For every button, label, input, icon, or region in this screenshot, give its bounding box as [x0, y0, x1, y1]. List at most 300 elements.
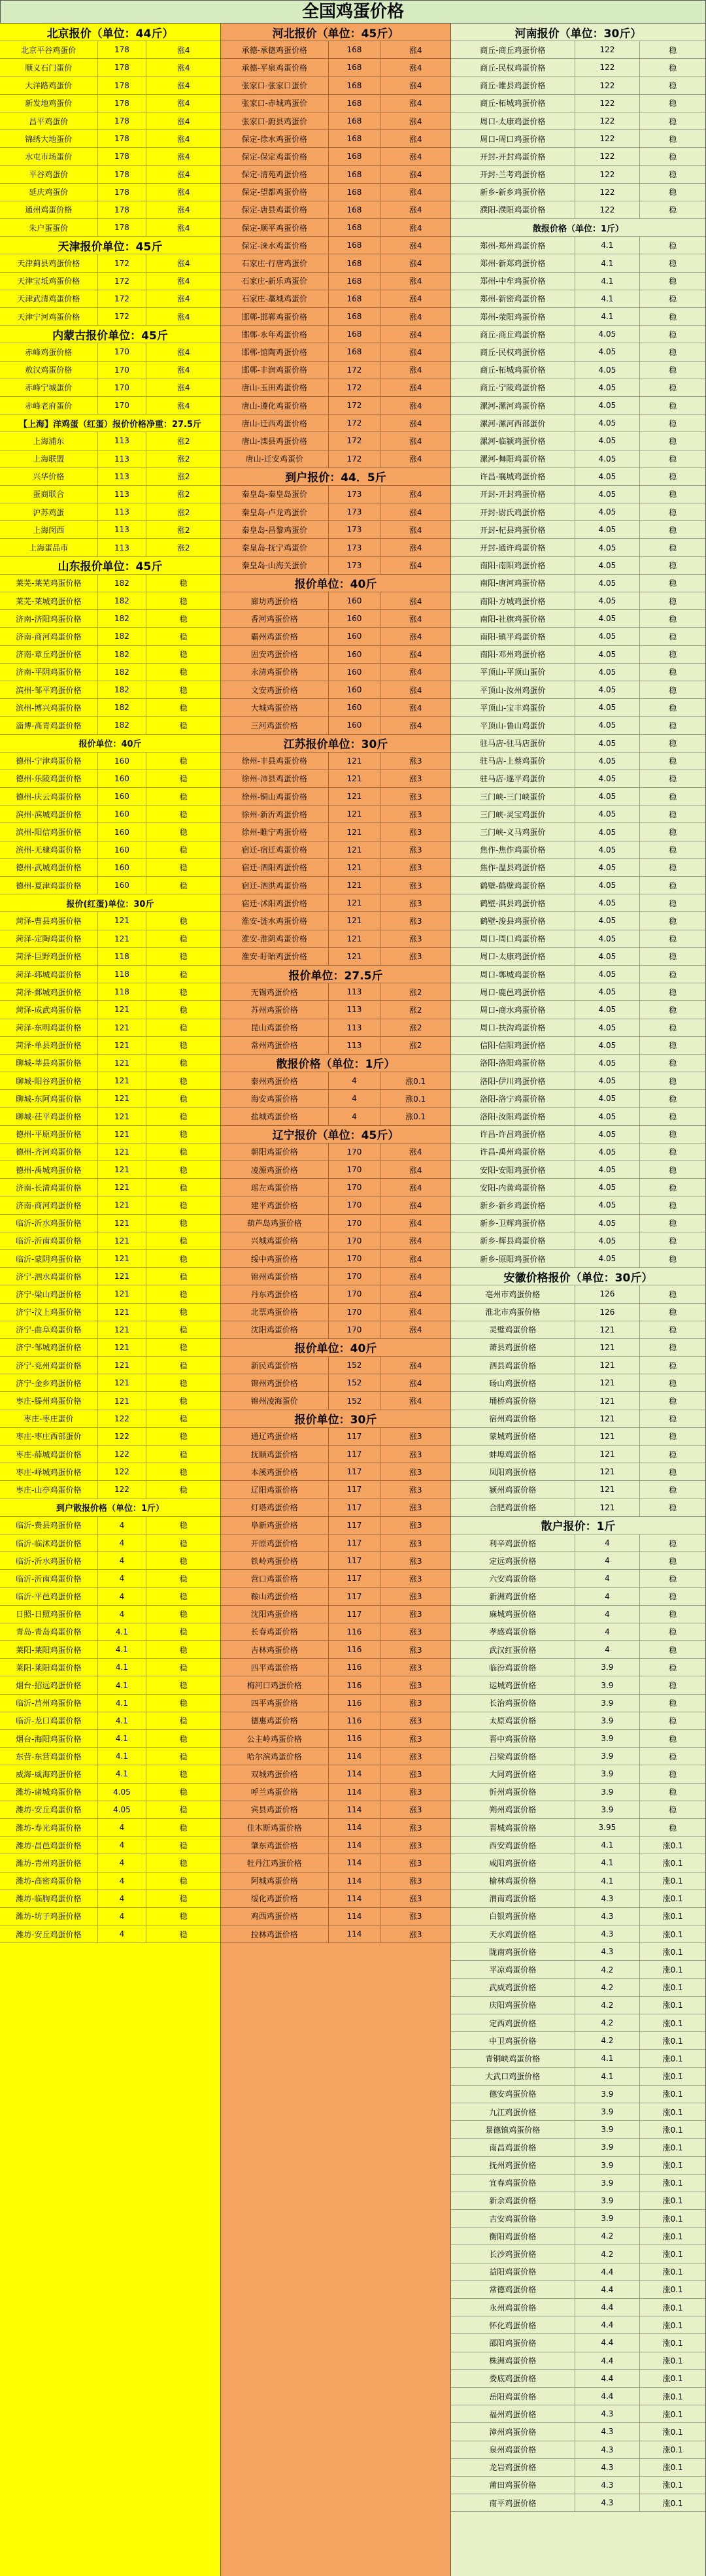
price-value: 4.2 [575, 1961, 641, 1978]
price-value: 178 [98, 166, 147, 184]
price-change: 稳 [640, 1392, 705, 1410]
price-change: 稳 [146, 805, 220, 823]
market-name: 天水鸡蛋价格 [451, 1925, 575, 1943]
market-name: 大武口鸡蛋价格 [451, 2068, 575, 2086]
price-value: 121 [575, 1357, 641, 1374]
price-row [0, 664, 220, 681]
price-row [451, 1374, 705, 1392]
market-name: 商丘-睢县鸡蛋价格 [451, 77, 575, 95]
price-row [0, 1037, 220, 1055]
price-value: 168 [329, 41, 381, 59]
price-change: 涨4 [380, 628, 450, 645]
price-change: 涨0.1 [640, 2157, 705, 2175]
market-name: 保定-保定鸡蛋价格 [221, 148, 329, 165]
market-name: 保定-涞水鸡蛋价格 [221, 237, 329, 254]
price-value: 160 [329, 628, 381, 645]
price-change: 稳 [640, 308, 705, 326]
price-column-central [451, 24, 706, 2576]
price-row [0, 148, 220, 165]
price-row [451, 2210, 705, 2228]
price-value: 4.05 [575, 1250, 641, 1268]
market-name: 上海蛋品市 [0, 539, 98, 556]
price-value: 121 [98, 1001, 147, 1019]
price-row [451, 1943, 705, 1961]
market-name: 无锡鸡蛋价格 [221, 983, 329, 1001]
price-change: 稳 [640, 326, 705, 343]
price-value: 121 [98, 1268, 147, 1285]
market-name: 潍坊-坊子鸡蛋价格 [0, 1908, 98, 1925]
section-header: 山东报价单位：45斤 [0, 557, 220, 575]
price-change: 涨4 [146, 343, 220, 361]
price-change: 涨4 [146, 130, 220, 148]
market-name: 徐州-沛县鸡蛋价格 [221, 770, 329, 788]
price-change: 稳 [146, 1250, 220, 1268]
price-value: 4.05 [575, 859, 641, 877]
price-row [451, 539, 705, 556]
price-row [221, 503, 450, 521]
market-name: 济南-章丘鸡蛋价格 [0, 646, 98, 664]
market-name: 锦绣大地蛋价 [0, 130, 98, 148]
market-name: 北票鸡蛋价格 [221, 1304, 329, 1321]
price-value: 172 [329, 362, 381, 379]
price-change: 涨3 [380, 1517, 450, 1534]
market-name: 临沂-费县鸡蛋价格 [0, 1517, 98, 1534]
price-row [451, 664, 705, 681]
price-value: 170 [329, 1232, 381, 1250]
price-row [0, 788, 220, 805]
price-value: 4.05 [575, 948, 641, 966]
price-value: 4.3 [575, 1925, 641, 1943]
market-name: 榆林鸡蛋价格 [451, 1873, 575, 1890]
market-name: 忻州鸡蛋价格 [451, 1784, 575, 1801]
price-row [451, 681, 705, 699]
price-value: 4.2 [575, 2032, 641, 2050]
price-change: 涨4 [380, 646, 450, 664]
price-change: 稳 [146, 1552, 220, 1570]
price-change: 涨0.1 [640, 2032, 705, 2050]
market-name: 宜春鸡蛋价格 [451, 2175, 575, 2192]
market-name: 赤峰老府蛋价 [0, 397, 98, 415]
price-row [0, 841, 220, 859]
price-value: 170 [329, 1304, 381, 1321]
price-row [221, 1144, 450, 1161]
price-change: 稳 [146, 1659, 220, 1676]
price-value: 4.3 [575, 1943, 641, 1961]
market-name: 枣庄-山亭鸡蛋价格 [0, 1481, 98, 1499]
price-row [451, 912, 705, 930]
price-row [451, 2014, 705, 2032]
price-row [451, 1072, 705, 1090]
price-value: 172 [329, 432, 381, 450]
price-change: 稳 [146, 1304, 220, 1321]
price-row [0, 1890, 220, 1908]
section-header: 到户散报价格（单位：1斤） [0, 1499, 220, 1517]
price-value: 114 [329, 1784, 381, 1801]
price-value: 3.9 [575, 1730, 641, 1748]
price-row [451, 130, 705, 148]
price-change: 稳 [146, 1730, 220, 1748]
market-name: 济宁-梁山鸡蛋价格 [0, 1285, 98, 1303]
price-change: 涨3 [380, 1837, 450, 1854]
price-row [0, 1463, 220, 1481]
market-name: 安阳-安阳鸡蛋价格 [451, 1161, 575, 1179]
price-change: 涨4 [146, 290, 220, 308]
price-change: 涨3 [380, 930, 450, 948]
price-change: 涨4 [380, 343, 450, 361]
price-change: 稳 [640, 1072, 705, 1090]
price-row [0, 362, 220, 379]
market-name: 开封-杞县鸡蛋价格 [451, 521, 575, 539]
price-change: 涨0.1 [640, 1925, 705, 1943]
price-value: 172 [329, 379, 381, 397]
price-row [0, 681, 220, 699]
price-row [221, 59, 450, 76]
price-change: 涨3 [380, 1854, 450, 1872]
price-row [221, 1712, 450, 1730]
market-name: 潍坊-昌邑鸡蛋价格 [0, 1837, 98, 1854]
price-row [221, 1623, 450, 1641]
price-row [221, 717, 450, 734]
price-value: 168 [329, 326, 381, 343]
price-change: 涨3 [380, 1676, 450, 1694]
price-change: 涨3 [380, 1730, 450, 1748]
section-header: 到户报价：44．5斤 [221, 468, 450, 486]
market-name: 香河鸡蛋价格 [221, 610, 329, 628]
price-value: 4.1 [98, 1712, 147, 1730]
price-value: 4 [98, 1570, 147, 1587]
price-row [451, 770, 705, 788]
price-row [451, 646, 705, 664]
price-value: 173 [329, 503, 381, 521]
price-row [0, 166, 220, 184]
price-row [0, 59, 220, 76]
price-value: 4.05 [575, 1055, 641, 1072]
price-row [451, 95, 705, 112]
price-row [451, 468, 705, 486]
price-change: 涨2 [146, 468, 220, 486]
price-value: 4.4 [575, 2334, 641, 2352]
price-row [221, 770, 450, 788]
price-change: 稳 [640, 77, 705, 95]
price-value: 4.1 [98, 1765, 147, 1783]
price-row [0, 1215, 220, 1232]
price-row [451, 2352, 705, 2370]
price-change: 稳 [146, 1517, 220, 1534]
price-change: 稳 [146, 610, 220, 628]
price-row [0, 983, 220, 1001]
price-row [0, 628, 220, 645]
price-change: 涨4 [380, 503, 450, 521]
price-value: 121 [329, 770, 381, 788]
price-change: 涨2 [380, 1019, 450, 1037]
price-change: 涨0.1 [640, 1997, 705, 2014]
price-row [221, 557, 450, 575]
market-name: 南阳-唐河鸡蛋价格 [451, 575, 575, 592]
price-change: 稳 [640, 41, 705, 59]
price-change: 涨2 [380, 983, 450, 1001]
market-name: 淮安-淮阴鸡蛋价格 [221, 930, 329, 948]
price-change: 稳 [640, 1623, 705, 1641]
price-value: 4.1 [575, 1837, 641, 1854]
price-change: 稳 [640, 1126, 705, 1144]
price-change: 稳 [640, 1357, 705, 1374]
price-value: 173 [329, 521, 381, 539]
price-value: 121 [329, 788, 381, 805]
price-change: 稳 [146, 1837, 220, 1854]
price-row [221, 486, 450, 503]
price-value: 3.9 [575, 1765, 641, 1783]
price-row [451, 2103, 705, 2121]
price-row [451, 859, 705, 877]
price-change: 稳 [640, 1819, 705, 1837]
price-row [451, 1890, 705, 1908]
price-row [221, 1304, 450, 1321]
price-row [451, 948, 705, 966]
market-name: 临沂-平邑鸡蛋价格 [0, 1588, 98, 1606]
price-row [451, 1055, 705, 1072]
price-value: 4.1 [575, 254, 641, 272]
price-change: 涨4 [380, 148, 450, 165]
price-value: 170 [98, 343, 147, 361]
price-value: 4.3 [575, 2423, 641, 2441]
price-row [451, 2157, 705, 2175]
price-change: 涨0.1 [640, 2121, 705, 2139]
price-row [451, 1676, 705, 1694]
market-name: 永州鸡蛋价格 [451, 2299, 575, 2316]
price-row [451, 254, 705, 272]
market-name: 三河鸡蛋价格 [221, 717, 329, 734]
price-change: 稳 [146, 1374, 220, 1392]
market-name: 唐山-滦县鸡蛋价格 [221, 432, 329, 450]
price-value: 121 [575, 1339, 641, 1357]
market-name: 济南-商河鸡蛋价格 [0, 1196, 98, 1214]
price-value: 4.1 [98, 1695, 147, 1712]
market-name: 锦州鸡蛋价格 [221, 1268, 329, 1285]
price-value: 121 [98, 1055, 147, 1072]
price-change: 稳 [146, 1765, 220, 1783]
market-name: 石家庄-行唐鸡蛋价 [221, 254, 329, 272]
market-name: 周口-鹿邑鸡蛋价格 [451, 983, 575, 1001]
price-value: 4.05 [575, 912, 641, 930]
price-row [451, 930, 705, 948]
market-name: 张家口-张家口蛋价 [221, 77, 329, 95]
price-value: 4.05 [575, 628, 641, 645]
price-value: 121 [329, 859, 381, 877]
price-change: 稳 [640, 290, 705, 308]
market-name: 霸州鸡蛋价格 [221, 628, 329, 645]
price-value: 4.05 [575, 415, 641, 432]
price-value: 4.05 [575, 664, 641, 681]
price-row [221, 432, 450, 450]
market-name: 水屯市场蛋价 [0, 148, 98, 165]
price-value: 4.05 [575, 930, 641, 948]
price-change: 涨3 [380, 1765, 450, 1783]
price-row [451, 59, 705, 76]
price-value: 4.05 [575, 1161, 641, 1179]
price-value: 4 [575, 1552, 641, 1570]
price-change: 涨4 [146, 219, 220, 237]
market-name: 济宁-汶上鸡蛋价格 [0, 1304, 98, 1321]
price-value: 3.9 [575, 1748, 641, 1765]
price-column-northeast [221, 24, 451, 2576]
price-value: 117 [329, 1517, 381, 1534]
market-name: 济南-平阴鸡蛋价格 [0, 664, 98, 681]
price-change: 涨3 [380, 1748, 450, 1765]
market-name: 秦皇岛-山海关蛋价 [221, 557, 329, 575]
price-value: 178 [98, 77, 147, 95]
price-row [451, 823, 705, 841]
market-name: 菏泽-定陶鸡蛋价格 [0, 930, 98, 948]
price-row [0, 1481, 220, 1499]
price-value: 168 [329, 112, 381, 130]
market-name: 衡阳鸡蛋价格 [451, 2228, 575, 2245]
price-value: 4 [329, 1072, 381, 1090]
market-name: 上海浦东 [0, 432, 98, 450]
price-change: 稳 [640, 859, 705, 877]
price-row [221, 1854, 450, 1872]
price-value: 121 [575, 1481, 641, 1499]
price-change: 稳 [640, 1304, 705, 1321]
price-change: 稳 [640, 592, 705, 610]
market-name: 南昌鸡蛋价格 [451, 2139, 575, 2156]
market-name: 洛阳-洛阳鸡蛋价格 [451, 1055, 575, 1072]
price-change: 稳 [146, 1392, 220, 1410]
market-name: 承德-承德鸡蛋价格 [221, 41, 329, 59]
market-name: 株洲鸡蛋价格 [451, 2352, 575, 2370]
price-row [451, 1819, 705, 1837]
price-change: 稳 [640, 362, 705, 379]
price-value: 117 [329, 1606, 381, 1623]
price-row [451, 1463, 705, 1481]
price-value: 4 [98, 1890, 147, 1908]
price-value: 3.9 [575, 1712, 641, 1730]
price-value: 160 [98, 859, 147, 877]
market-name: 徐州-新沂鸡蛋价格 [221, 805, 329, 823]
market-name: 菏泽-东明鸡蛋价格 [0, 1019, 98, 1037]
price-change: 涨4 [380, 95, 450, 112]
price-row [0, 717, 220, 734]
market-name: 长春鸡蛋价格 [221, 1623, 329, 1641]
market-name: 南阳-邓州鸡蛋价格 [451, 646, 575, 664]
market-name: 漯河-临颍鸡蛋价格 [451, 432, 575, 450]
price-row [0, 432, 220, 450]
price-change: 涨4 [380, 290, 450, 308]
price-value: 113 [98, 432, 147, 450]
price-value: 4.4 [575, 2352, 641, 2370]
price-change: 涨4 [380, 521, 450, 539]
price-change: 稳 [146, 1623, 220, 1641]
market-name: 佳木斯鸡蛋价格 [221, 1819, 329, 1837]
price-row [221, 983, 450, 1001]
price-value: 121 [329, 753, 381, 770]
market-name: 朱户蛋蛋价 [0, 219, 98, 237]
market-name: 洛阳-伊川鸡蛋价格 [451, 1072, 575, 1090]
market-name: 三门峡-义马鸡蛋价 [451, 823, 575, 841]
price-row [221, 1695, 450, 1712]
price-value: 121 [575, 1428, 641, 1446]
price-change: 涨0.1 [640, 2459, 705, 2477]
price-change: 涨3 [380, 1801, 450, 1819]
price-change: 涨3 [380, 788, 450, 805]
price-value: 160 [329, 699, 381, 717]
price-row [221, 1517, 450, 1534]
price-change: 稳 [640, 894, 705, 912]
price-row [0, 1606, 220, 1623]
price-row [221, 219, 450, 237]
market-name: 唐山-迁西鸡蛋价格 [221, 415, 329, 432]
price-change: 涨4 [380, 273, 450, 290]
price-change: 稳 [146, 1695, 220, 1712]
price-change: 涨0.1 [640, 1908, 705, 1925]
price-row [451, 1250, 705, 1268]
price-value: 122 [98, 1410, 147, 1428]
price-row [0, 254, 220, 272]
price-row [451, 1552, 705, 1570]
price-row [0, 753, 220, 770]
price-row [221, 646, 450, 664]
price-row [451, 983, 705, 1001]
price-row [451, 2086, 705, 2103]
market-name: 郑州-郑州鸡蛋价格 [451, 237, 575, 254]
price-change: 涨4 [380, 1304, 450, 1321]
price-value: 170 [329, 1161, 381, 1179]
price-value: 172 [98, 308, 147, 326]
price-row [451, 877, 705, 894]
price-row [451, 2441, 705, 2459]
price-row [0, 859, 220, 877]
market-name: 南阳-方城鸡蛋价格 [451, 592, 575, 610]
price-value: 121 [575, 1410, 641, 1428]
price-value: 4.4 [575, 2316, 641, 2334]
price-change: 涨0.1 [640, 2050, 705, 2067]
price-row [451, 1925, 705, 1943]
market-name: 福州鸡蛋价格 [451, 2405, 575, 2423]
market-name: 唐山-迁安鸡蛋价 [221, 450, 329, 468]
price-row [221, 1463, 450, 1481]
market-name: 莱芜-莱芜鸡蛋价格 [0, 575, 98, 592]
market-name: 沈阳鸡蛋价格 [221, 1606, 329, 1623]
price-value: 122 [575, 41, 641, 59]
market-name: 宿州鸡蛋价格 [451, 1410, 575, 1428]
market-name: 平凉鸡蛋价格 [451, 1961, 575, 1978]
price-change: 涨0.1 [640, 1873, 705, 1890]
price-change: 涨4 [380, 166, 450, 184]
price-change: 涨0.1 [640, 1837, 705, 1854]
price-value: 4.4 [575, 2281, 641, 2299]
market-name: 赤峰宁城蛋价 [0, 379, 98, 397]
price-change: 涨4 [146, 95, 220, 112]
price-value: 4 [575, 1534, 641, 1552]
price-value: 4.05 [575, 1144, 641, 1161]
market-name: 铁岭鸡蛋价格 [221, 1552, 329, 1570]
price-row [451, 1499, 705, 1517]
price-row [451, 2068, 705, 2086]
price-change: 稳 [640, 610, 705, 628]
price-change: 涨0.1 [640, 1961, 705, 1978]
price-row [0, 1392, 220, 1410]
price-row [221, 397, 450, 415]
price-value: 4.2 [575, 2014, 641, 2032]
price-row [451, 2245, 705, 2263]
section-header: 天津报价单位：45斤 [0, 237, 220, 254]
price-value: 122 [98, 1446, 147, 1463]
price-row [451, 1126, 705, 1144]
price-value: 3.9 [575, 1784, 641, 1801]
price-value: 121 [575, 1321, 641, 1339]
price-change: 涨0.1 [640, 2175, 705, 2192]
price-change: 稳 [640, 254, 705, 272]
price-row [221, 362, 450, 379]
